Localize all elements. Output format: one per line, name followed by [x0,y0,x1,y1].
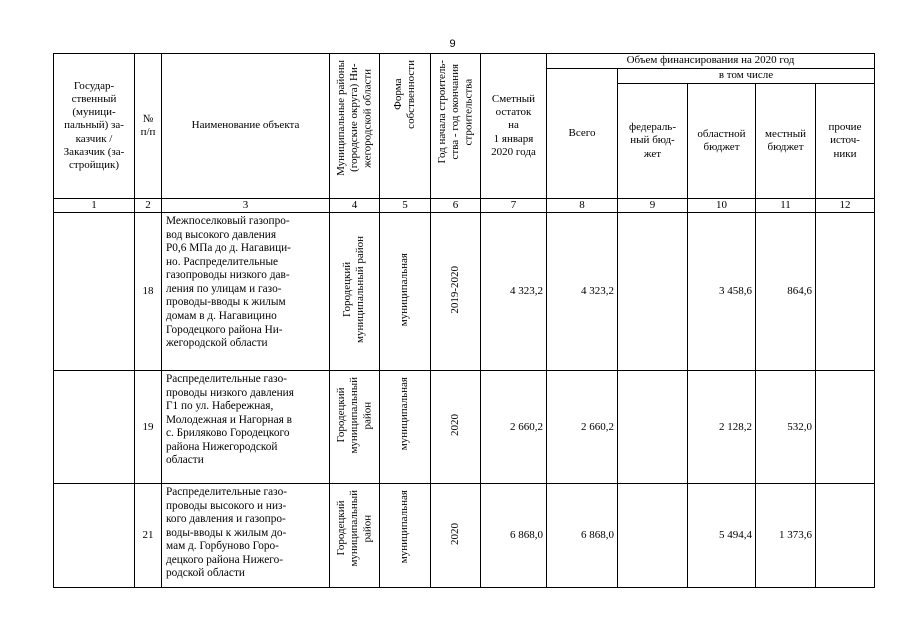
col-number: 6 [431,199,481,213]
district-text: Городецкий муниципальный район [334,377,374,454]
header-including: в том числе [618,69,875,84]
col-number: 8 [547,199,618,213]
col-number: 2 [135,199,162,213]
ownership-cell [380,371,431,484]
years-text: 2020 [448,414,461,437]
years-cell [431,484,481,588]
local-value: 532,0 [756,371,816,484]
col-number: 11 [756,199,816,213]
local-value: 864,6 [756,213,816,371]
years-cell [431,371,481,484]
other-value [816,213,875,371]
col-number: 4 [330,199,380,213]
district-cell [330,484,380,588]
customer-cell [54,213,135,371]
ownership-text: муниципальная [398,490,411,564]
years-text: 2019-2020 [448,265,461,314]
total-value: 2 660,2 [547,371,618,484]
header-row-1 [54,54,875,69]
object-name: Межпоселковый газопро- вод высокого давления Р0,6 МПа до д. Нагавици- но. Распределительные газопроводы низкого дав- ления по улицам и газо- проводы-вводы к жилым домам в д. Нагавицино Городецкого района Ни- жегородской области [162,213,330,371]
ownership-text: муниципальная [398,252,411,327]
header-total: Всего [547,69,618,199]
years-text: 2020 [448,522,461,545]
balance-value: 6 868,0 [481,484,547,588]
header-district-text: Муниципальные районы (городские округа) Ни- жегородской области [334,60,374,176]
balance-value: 2 660,2 [481,371,547,484]
header-balance: Сметный остаток на 1 января 2020 года [481,54,547,199]
district-text: Городецкий муниципальный район [334,490,374,567]
district-cell [330,213,380,371]
page-number: 9 [449,38,456,50]
header-other: прочие источ- ники [816,84,875,199]
header-years [431,54,481,199]
col-number: 9 [618,199,688,213]
col-number: 7 [481,199,547,213]
col-number: 12 [816,199,875,213]
balance-value: 4 323,2 [481,213,547,371]
header-ownership-text: Форма собственности [391,60,417,129]
header-regional: областной бюджет [688,84,756,199]
header-local: местный бюджет [756,84,816,199]
district-text: Городецкий муниципальный район [341,236,367,344]
federal-value [618,484,688,588]
header-financing-group: Объем финансирования на 2020 год [547,54,875,69]
header-district [330,54,380,199]
federal-value [618,371,688,484]
regional-value: 5 494,4 [688,484,756,588]
years-cell [431,213,481,371]
district-cell [330,371,380,484]
local-value: 1 373,6 [756,484,816,588]
ownership-text: муниципальная [398,377,411,451]
object-name: Распределительные газо- проводы низкого давления Г1 по ул. Набережная, Молодежная и Нагорная в с. Бриляково Городецкого района Нижегородской области [162,371,330,484]
header-number: № п/п [135,54,162,199]
table-row [54,484,875,588]
total-value: 4 323,2 [547,213,618,371]
col-number: 1 [54,199,135,213]
object-name: Распределительные газо- проводы высокого и низ- кого давления и газопро- воды-вводы к жилым до- мам д. Горбуново Горо- децкого района Нижего- родской области [162,484,330,588]
header-customer: Государ- ственный (муници- пальный) за- казчик / Заказчик (за- стройщик) [54,54,135,199]
row-number: 19 [135,371,162,484]
customer-cell [54,371,135,484]
federal-value [618,213,688,371]
col-number: 10 [688,199,756,213]
regional-value: 3 458,6 [688,213,756,371]
header-ownership [380,54,431,199]
row-number: 18 [135,213,162,371]
header-object-name: Наименование объекта [162,54,330,199]
col-number: 5 [380,199,431,213]
row-number: 21 [135,484,162,588]
col-number: 3 [162,199,330,213]
ownership-cell [380,213,431,371]
ownership-cell [380,484,431,588]
customer-cell [54,484,135,588]
financing-table [53,53,875,588]
total-value: 6 868,0 [547,484,618,588]
column-number-row [54,199,875,213]
other-value [816,371,875,484]
header-federal: федераль- ный бюд- жет [618,84,688,199]
regional-value: 2 128,2 [688,371,756,484]
header-years-text: Год начала строитель- ства - год окончания строительства [435,60,475,164]
table-row [54,371,875,484]
table-row [54,213,875,371]
other-value [816,484,875,588]
